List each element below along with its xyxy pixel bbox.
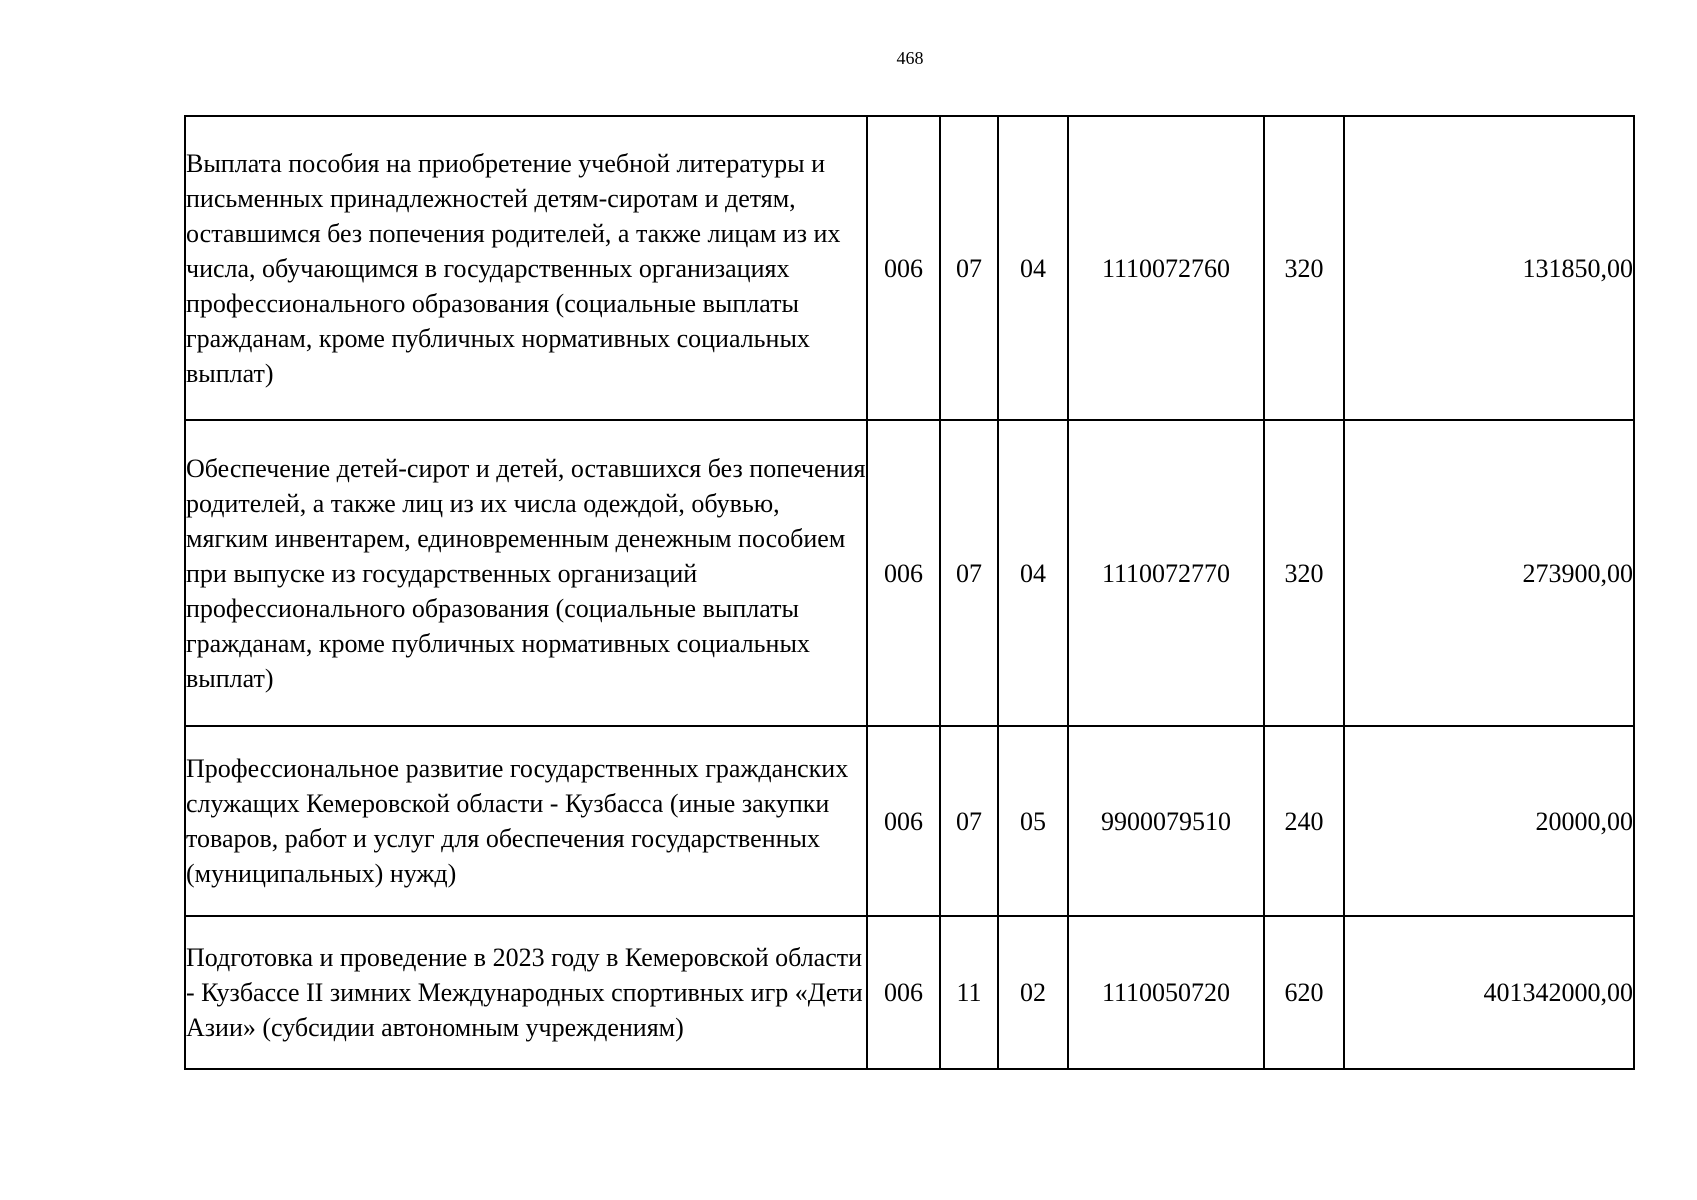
table-row bbox=[185, 726, 1634, 916]
row-subsection-code: 04 bbox=[998, 116, 1068, 420]
row-ved-code: 006 bbox=[867, 420, 940, 726]
row-description: Профессиональное развитие государственных гражданских служащих Кемеровской области - Кузбасса (иные закупки товаров, работ и услуг для обеспечения государственных (муниципальных) нужд) bbox=[185, 726, 867, 916]
row-expense-type: 320 bbox=[1264, 420, 1344, 726]
row-section-code: 11 bbox=[940, 916, 998, 1069]
table-row bbox=[185, 116, 1634, 420]
row-amount: 131850,00 bbox=[1344, 116, 1634, 420]
row-ved-code: 006 bbox=[867, 726, 940, 916]
row-target-article: 9900079510 bbox=[1068, 726, 1264, 916]
row-expense-type: 620 bbox=[1264, 916, 1344, 1069]
row-section-code: 07 bbox=[940, 726, 998, 916]
row-expense-type: 240 bbox=[1264, 726, 1344, 916]
row-subsection-code: 04 bbox=[998, 420, 1068, 726]
row-target-article: 1110050720 bbox=[1068, 916, 1264, 1069]
row-amount: 273900,00 bbox=[1344, 420, 1634, 726]
row-amount: 20000,00 bbox=[1344, 726, 1634, 916]
row-subsection-code: 05 bbox=[998, 726, 1068, 916]
row-ved-code: 006 bbox=[867, 916, 940, 1069]
row-section-code: 07 bbox=[940, 116, 998, 420]
row-target-article: 1110072760 bbox=[1068, 116, 1264, 420]
page-number: 468 bbox=[896, 48, 924, 68]
row-amount: 401342000,00 bbox=[1344, 916, 1634, 1069]
row-subsection-code: 02 bbox=[998, 916, 1068, 1069]
table-row bbox=[185, 916, 1634, 1069]
row-description: Выплата пособия на приобретение учебной литературы и письменных принадлежностей детям-сиротам и детям, оставшимся без попечения родителей, а также лицам из их числа, обучающимся в государственных организациях профессионального образования (социальные выплаты гражданам, кроме публичных нормативных социальных выплат) bbox=[185, 116, 867, 420]
row-expense-type: 320 bbox=[1264, 116, 1344, 420]
row-section-code: 07 bbox=[940, 420, 998, 726]
row-target-article: 1110072770 bbox=[1068, 420, 1264, 726]
budget-table bbox=[184, 115, 1635, 1070]
row-ved-code: 006 bbox=[867, 116, 940, 420]
row-description: Обеспечение детей-сирот и детей, оставшихся без попечения родителей, а также лиц из их числа одеждой, обувью, мягким инвентарем, единовременным денежным пособием при выпуске из государственных организаций профессионального образования (социальные выплаты гражданам, кроме публичных нормативных социальных выплат) bbox=[185, 420, 867, 726]
row-description: Подготовка и проведение в 2023 году в Кемеровской области - Кузбассе II зимних Международных спортивных игр «Дети Азии» (субсидии автономным учреждениям) bbox=[185, 916, 867, 1069]
table-row bbox=[185, 420, 1634, 726]
